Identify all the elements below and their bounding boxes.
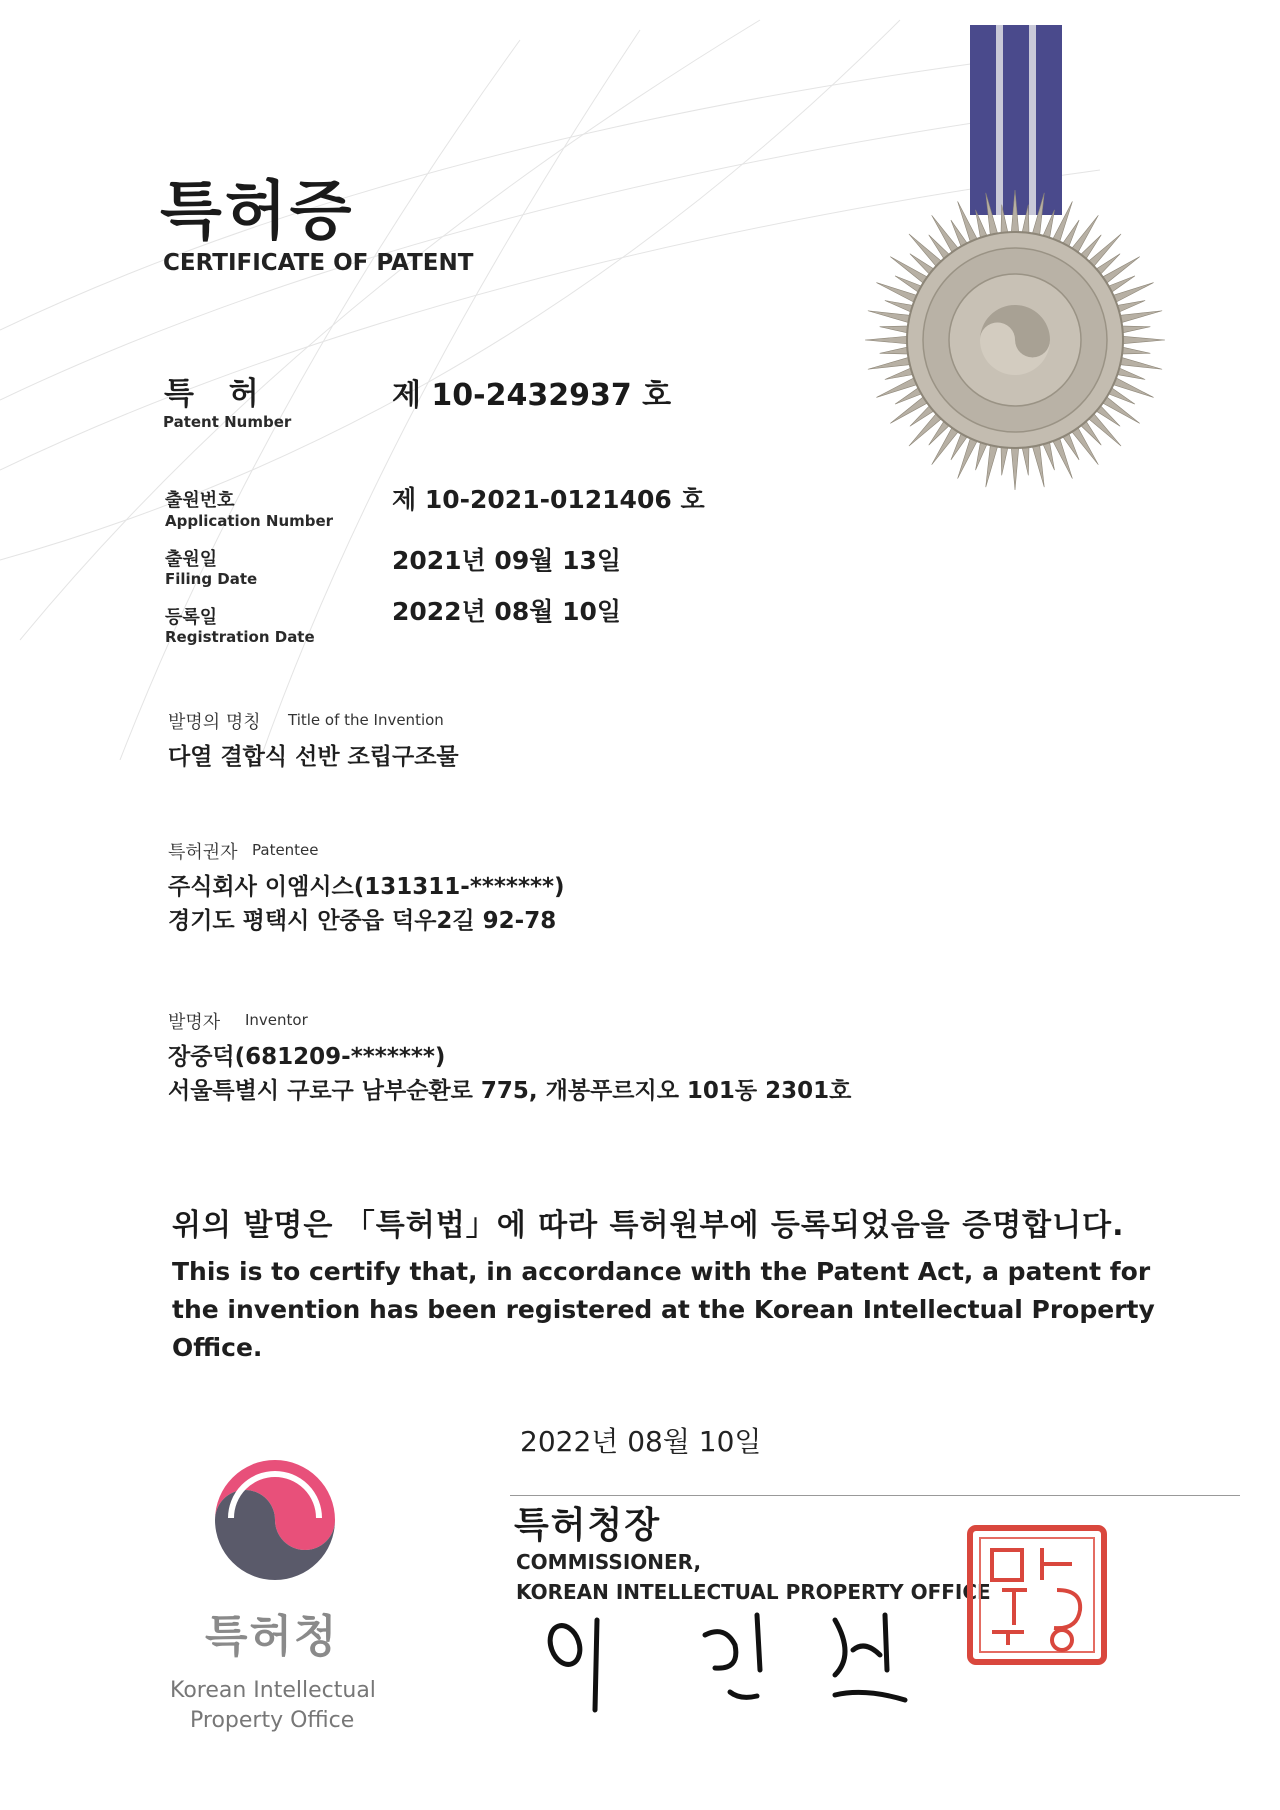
patent-seal-medallion [855,180,1175,500]
filing-date-label-en: Filing Date [165,570,258,588]
statement-en: This is to certify that, in accordance with the Patent Act, a patent for the invention has been registered at the Korean Intellectual Property Office. [172,1257,1155,1362]
patentee-address: 경기도 평택시 안중읍 덕우2길 92-78 [168,908,557,934]
office-name-en-line2: Property Office [190,1708,355,1733]
patent-number-label-en: Patent Number [163,413,292,431]
commissioner-title-ko: 특허청장 [514,1505,662,1546]
patentee-label-ko: 특허권자 [168,842,238,863]
inventor-name: 장중덕(681209-*******) [168,1044,446,1070]
inventor-address: 서울특별시 구로구 남부순환로 775, 개봉푸르지오 101동 2301호 [168,1078,852,1104]
patentee-label-en: Patentee [252,841,319,859]
registration-date-value: 2022년 08월 10일 [392,597,622,626]
registration-date-label-en: Registration Date [165,628,315,646]
issue-date: 2022년 08월 10일 [520,1425,762,1458]
signature-divider [510,1495,1240,1496]
inventor-label-ko: 발명자 [168,1012,221,1033]
invention-title-value: 다열 결합식 선반 조립구조물 [168,744,459,770]
filing-date-value: 2021년 09월 13일 [392,546,622,575]
filing-date-label-ko: 출원일 [165,549,218,570]
office-name-en-line1: Korean Intellectual [170,1678,376,1703]
certificate-title-en: CERTIFICATE OF PATENT [163,250,474,276]
patent-number-label-ko: 특 허 [164,376,271,412]
inventor-label-en: Inventor [245,1011,308,1029]
commissioner-title-en-line2: KOREAN INTELLECTUAL PROPERTY OFFICE [516,1580,991,1604]
application-number-label-ko: 출원번호 [165,490,235,511]
registration-date-label-ko: 등록일 [165,607,218,628]
certificate-title-ko: 특허증 [160,175,355,249]
commissioner-title-en-line1: COMMISSIONER, [516,1550,702,1574]
invention-title-label-en: Title of the Invention [288,711,444,729]
application-number-value: 제 10-2021-0121406 호 [392,485,705,514]
invention-title-label-ko: 발명의 명칭 [168,712,261,733]
commissioner-signature [535,1600,935,1720]
office-name-ko: 특허청 [205,1611,339,1662]
patentee-name: 주식회사 이엠시스(131311-*******) [168,874,565,900]
application-number-label-en: Application Number [165,512,334,530]
statement-ko: 위의 발명은 「특허법」에 따라 특허원부에 등록되었음을 증명합니다. [172,1208,1125,1243]
patent-number-value: 제 10-2432937 호 [392,378,672,413]
kipo-emblem-icon [195,1440,355,1595]
official-seal-stamp [962,1520,1112,1670]
